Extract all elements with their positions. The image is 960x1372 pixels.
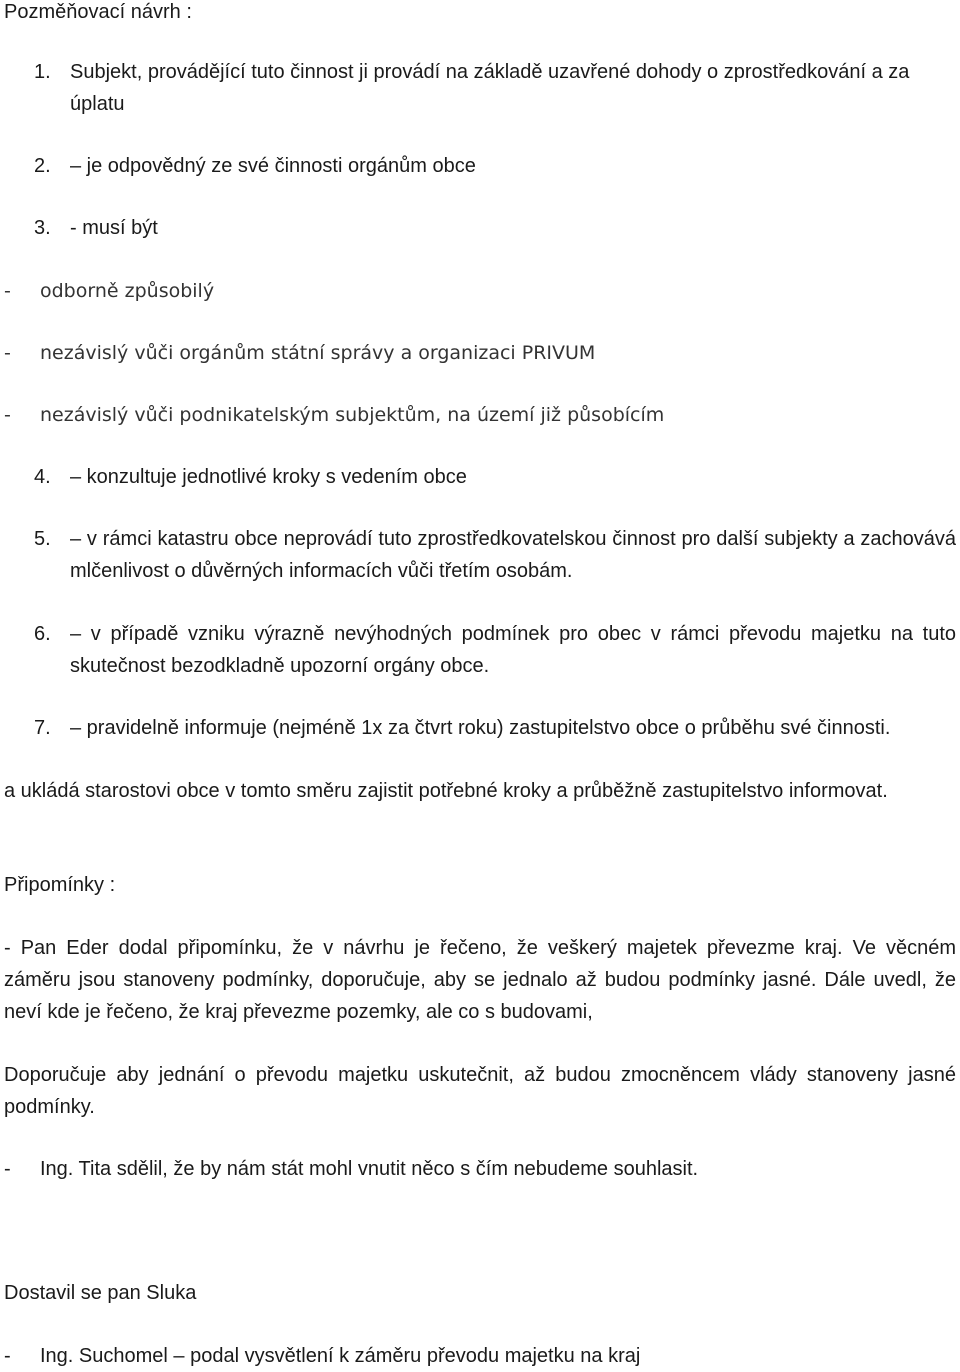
arrival-note: Dostavil se pan Sluka <box>4 1282 197 1304</box>
item-text: Subjekt, provádějící tuto činnost ji provádí na základě uzavřené dohody o zprostředkování a za <box>70 61 910 83</box>
bullet-dash: - <box>4 404 11 426</box>
item-number: 5. <box>34 528 51 550</box>
item-text: – pravidelně informuje (nejméně 1x za čtvrt roku) zastupitelstvo obce o průběhu své činnosti. <box>70 717 891 739</box>
bullet-text: odborně způsobilý <box>40 280 215 302</box>
comment-tita: Ing. Tita sdělil, že by nám stát mohl vnutit něco s čím nebudeme souhlasit. <box>40 1158 699 1180</box>
item-number: 6. <box>34 623 51 645</box>
bullet-dash: - <box>4 280 11 302</box>
document-heading: Pozměňovací návrh : <box>4 1 192 23</box>
item-number: 7. <box>34 717 51 739</box>
item-text: – v případě vzniku výrazně nevýhodných podmínek pro obec v rámci převodu majetku na tuto skutečnost bezodkladně upozorní orgány obce. <box>70 623 956 677</box>
bullet-dash: - <box>4 1345 11 1367</box>
bullet-text: nezávislý vůči orgánům státní správy a organizaci PRIVUM <box>40 342 596 364</box>
item-text-continued: úplatu <box>70 93 125 115</box>
item-text: – je odpovědný ze své činnosti orgánům obce <box>70 155 476 177</box>
bullet-dash: - <box>4 342 11 364</box>
item-text: – v rámci katastru obce neprovádí tuto zprostředkovatelskou činnost pro další subjekty a zachovává mlčenlivost o důvěrných informacích vůči třetím osobám. <box>70 528 956 582</box>
item-number: 3. <box>34 217 51 239</box>
resolution-paragraph: a ukládá starostovi obce v tomto směru zajistit potřebné kroky a průběžně zastupitelstvo informovat. <box>4 780 888 802</box>
recommendation-paragraph: Doporučuje aby jednání o převodu majetku uskutečnit, až budou zmocněncem vlády stanoveny jasné podmínky. <box>4 1064 956 1118</box>
item-text: – konzultuje jednotlivé kroky s vedením obce <box>70 466 467 488</box>
comment-eder: - Pan Eder dodal připomínku, že v návrhu je řečeno, že veškerý majetek převezme kraj. Ve věcném záměru jsou stanoveny podmínky, doporučuje, aby se jednalo až budou podmínky jasné. Dále uvedl, že neví kde je řečeno, že kraj převezme pozemky, ale co s budovami, <box>4 937 956 1023</box>
item-number: 2. <box>34 155 51 177</box>
item-number: 4. <box>34 466 51 488</box>
bullet-text: nezávislý vůči podnikatelským subjektům, na území již působícím <box>40 404 665 426</box>
comments-heading: Připomínky : <box>4 874 116 896</box>
bullet-dash: - <box>4 1158 11 1180</box>
item-text: - musí být <box>70 217 158 239</box>
comment-suchomel: Ing. Suchomel – podal vysvětlení k záměru převodu majetku na kraj <box>40 1345 641 1367</box>
item-number: 1. <box>34 61 51 83</box>
